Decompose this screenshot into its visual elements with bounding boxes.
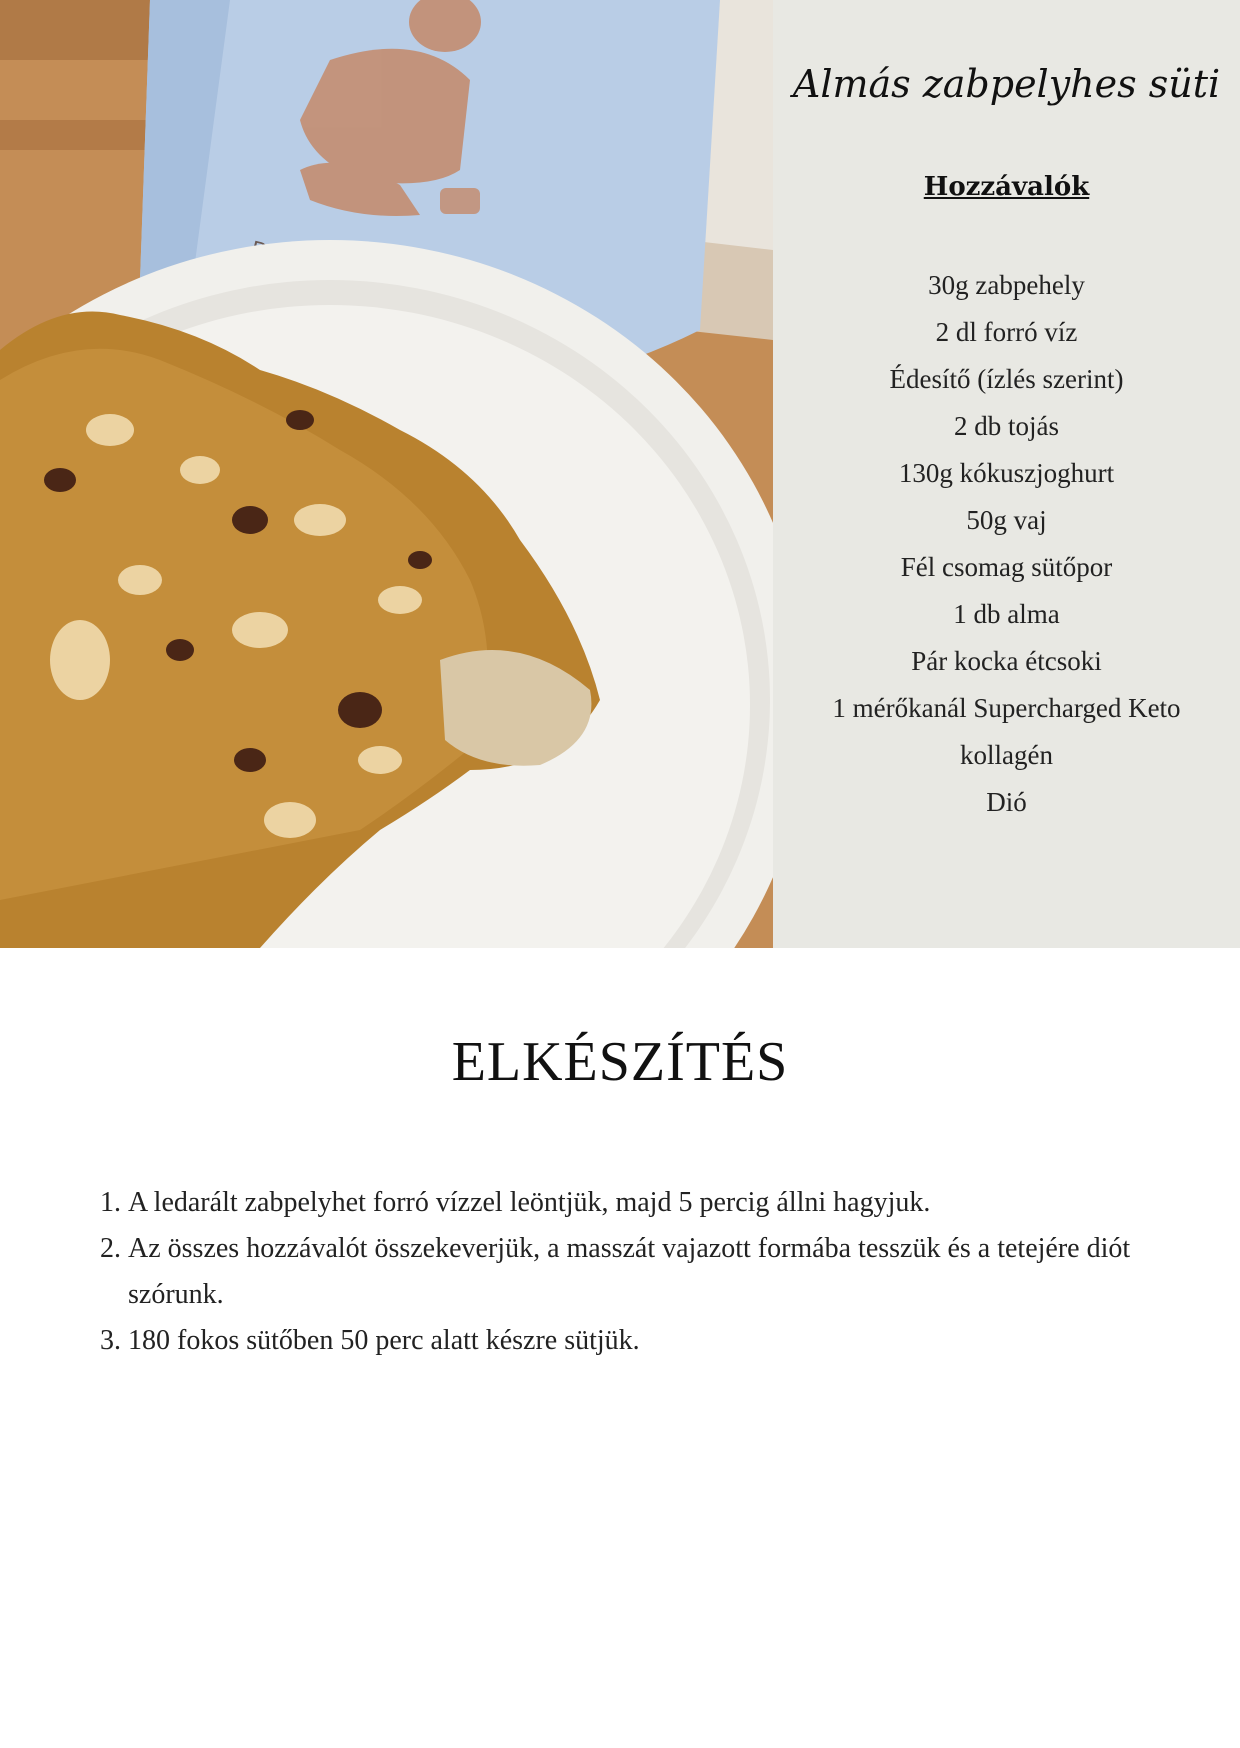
ingredient-item: Dió [986, 787, 1027, 817]
ingredient-item: 2 db tojás [954, 411, 1059, 441]
step-number: 3. [100, 1325, 121, 1356]
step-text: A ledarált zabpelyhet forró vízzel leöntjük, majd 5 percig állni hagyjuk. [128, 1187, 931, 1218]
ingredients-panel [773, 0, 1240, 948]
method-title: ELKÉSZÍTÉS [451, 1031, 789, 1093]
photo-illustration [0, 0, 773, 948]
ingredient-item: Pár kocka étcsoki [911, 646, 1102, 676]
step-number: 2. [100, 1233, 121, 1264]
ingredient-item: 1 db alma [953, 599, 1060, 629]
method-step [100, 1318, 1160, 1364]
ingredient-item: 30g zabpehely [928, 270, 1085, 300]
ingredient-item: Édesítő (ízlés szerint) [889, 364, 1124, 394]
method-steps [100, 1180, 1160, 1364]
step-text: Az összes hozzávalót összekeverjük, a masszát vajazott formába tesszük és a tetejére diót szórunk. [128, 1233, 1131, 1310]
ingredient-item: kollagén [960, 740, 1053, 770]
ingredients-list [773, 262, 1240, 826]
method-step [100, 1226, 1160, 1318]
method-step [100, 1180, 1160, 1226]
ingredient-item: 130g kókuszjoghurt [898, 458, 1115, 488]
recipe-title: Almás zabpelyhes süti [792, 62, 1221, 106]
ingredient-item: 2 dl forró víz [935, 317, 1078, 347]
step-number: 1. [100, 1187, 121, 1218]
ingredient-item: 50g vaj [966, 505, 1047, 535]
ingredient-item: 1 mérőkanál Supercharged Keto [832, 693, 1181, 723]
ingredient-item: Fél csomag sütőpor [900, 552, 1113, 582]
recipe-photo [0, 0, 773, 948]
step-text: 180 fokos sütőben 50 perc alatt készre sütjük. [128, 1325, 640, 1356]
ingredients-heading: Hozzávalók [923, 172, 1090, 202]
